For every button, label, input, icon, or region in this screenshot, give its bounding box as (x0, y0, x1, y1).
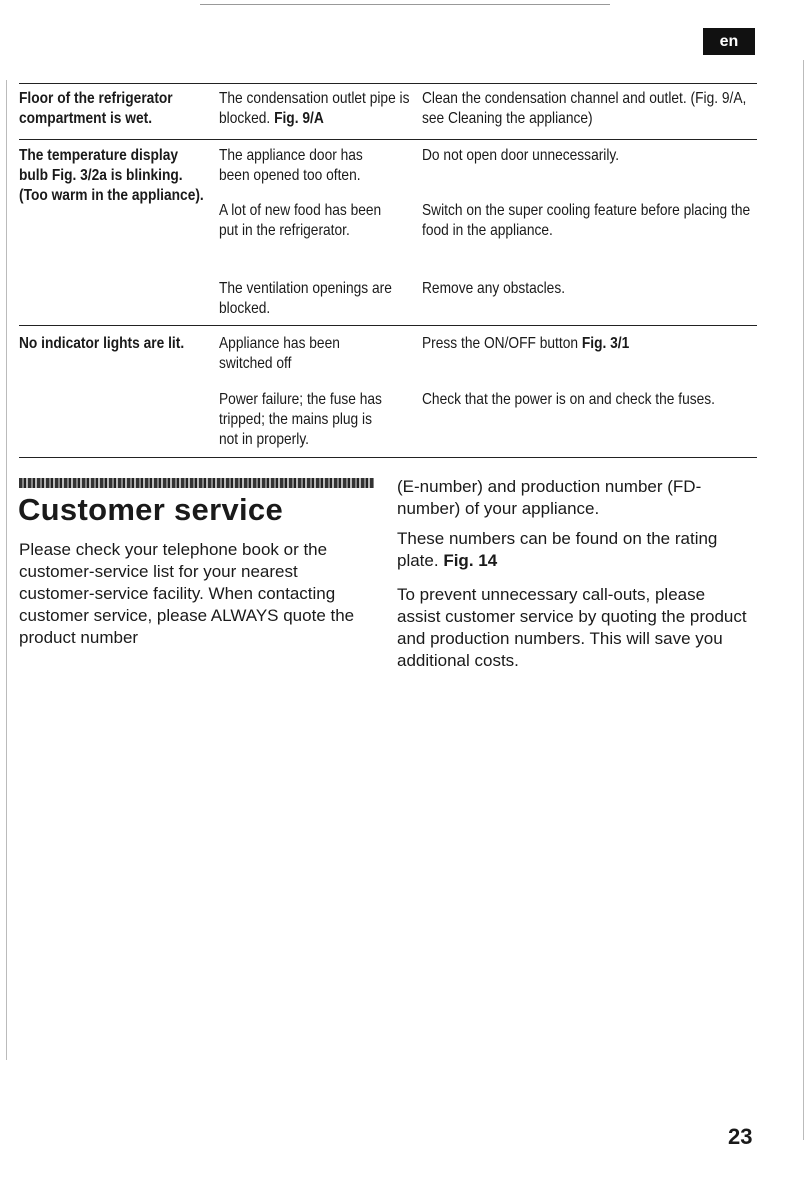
remedy-cell (422, 334, 753, 354)
remedy-cell: Remove any obstacles. (422, 280, 566, 297)
service-paragraph-1: Please check your telephone book or the customer-service list for your nearest customer-service facility. When contacting customer service, please ALWAYS quote the product number (19, 540, 355, 647)
cause-cell: Appliance has been switched off (219, 335, 340, 372)
rating-plate-text: These numbers can be found on the rating plate. (397, 529, 718, 570)
service-paragraph-4: To prevent unnecessary call-outs, please assist customer service by quoting the product and production numbers. This will save you additional costs. (397, 585, 747, 670)
remedy-text: Clean the condensation channel and outlet. (422, 90, 687, 107)
cause-cell (219, 89, 417, 129)
cause-cell: The appliance door has been opened too often. (219, 147, 363, 184)
row-divider (19, 325, 757, 326)
row-divider (19, 139, 757, 140)
cause-cell: A lot of new food has been put in the refrigerator. (219, 202, 382, 239)
cause-cell: The ventilation openings are blocked. (219, 280, 392, 317)
top-edge-rule (200, 4, 610, 5)
page-number: 23 (728, 1124, 753, 1149)
language-label: en (719, 32, 739, 50)
remedy-cell (422, 89, 753, 129)
figure-ref: Fig. 3/1 (581, 335, 630, 352)
remedy-cell: Do not open door unnecessarily. (422, 147, 620, 164)
figure-ref: Fig. 14 (443, 551, 498, 570)
service-paragraph-3 (397, 528, 747, 572)
table-top-rule (19, 83, 757, 84)
cause-text: The condensation outlet pipe is blocked. (219, 90, 410, 127)
cause-cell: Power failure; the fuse has tripped; the mains plug is not in properly. (219, 391, 382, 448)
remedy-cell: Switch on the super cooling feature before placing the food in the appliance. (422, 202, 751, 239)
remedy-cell: Check that the power is on and check the fuses. (422, 391, 715, 408)
right-margin-line (803, 60, 804, 1140)
fault-cell: The temperature display bulb Fig. 3/2a is blinking. (Too warm in the appliance). (19, 147, 204, 204)
fault-cell: Floor of the refrigerator compartment is wet. (19, 90, 173, 127)
fault-cell: No indicator lights are lit. (19, 335, 185, 352)
left-margin-line (6, 80, 7, 1060)
table-bottom-rule (19, 457, 757, 458)
service-paragraph-2: (E-number) and production number (FD-number) of your appliance. (397, 477, 702, 518)
figure-ref: Fig. 9/A (274, 110, 324, 127)
language-badge (703, 28, 755, 55)
heading-decor-bar (19, 478, 374, 488)
section-heading: Customer service (18, 492, 283, 527)
figure-ref: (Fig. 9/A, see Cleaning the appliance) (422, 90, 747, 127)
remedy-text: Press the ON/OFF button (422, 335, 579, 352)
